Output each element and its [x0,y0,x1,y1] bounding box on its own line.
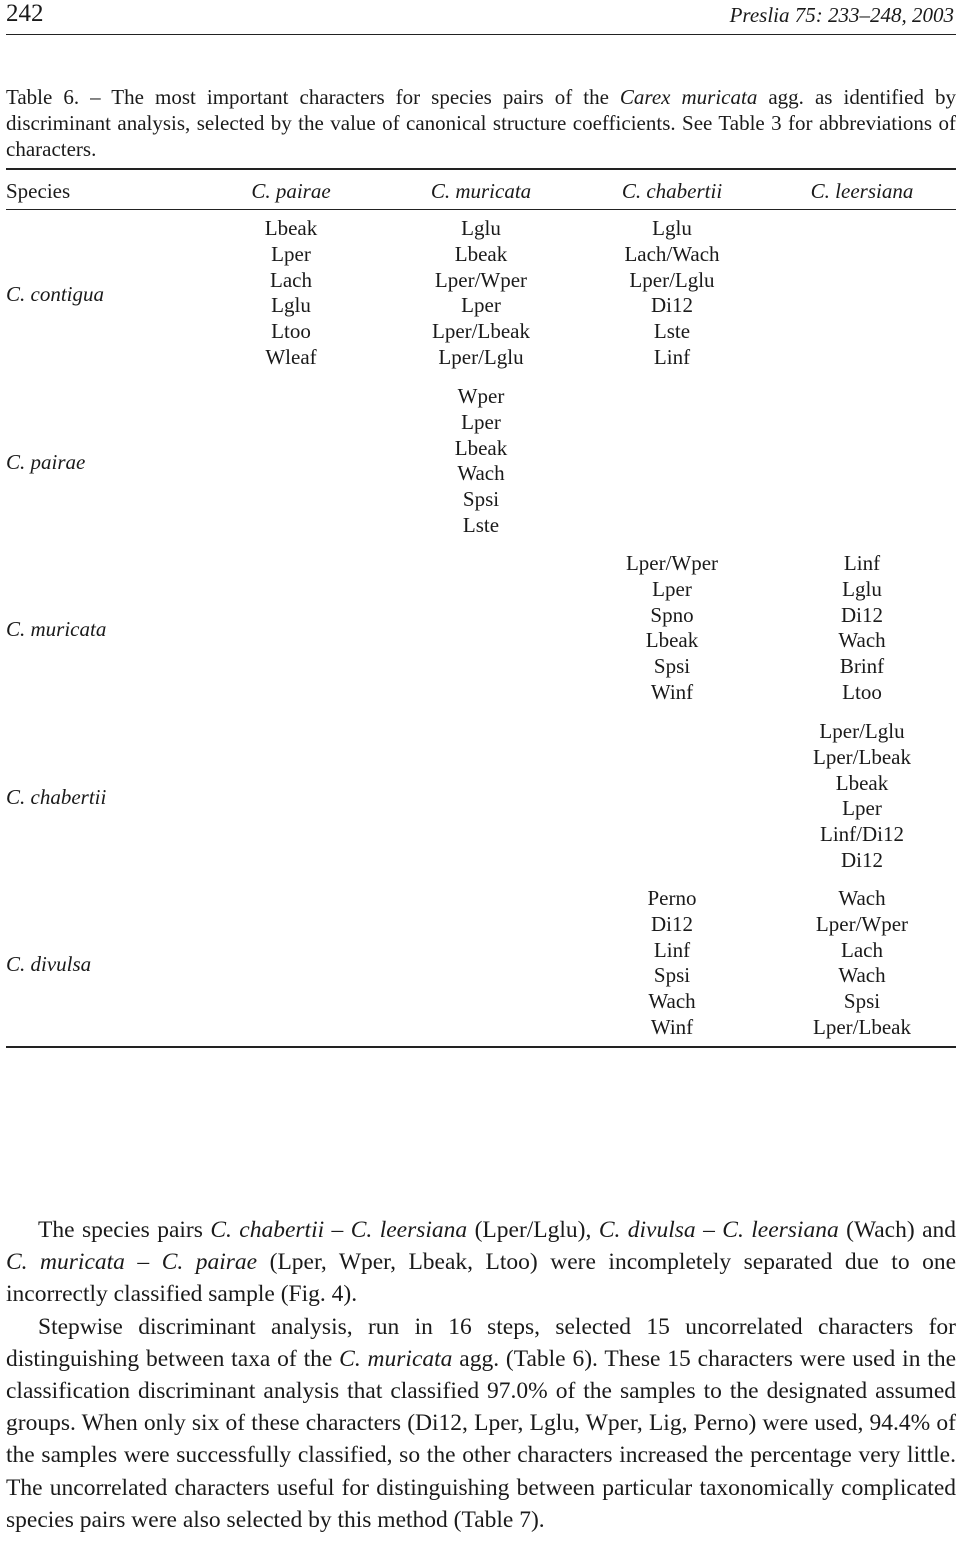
character-code: Ltoo [842,679,882,704]
table-cell [455,384,507,539]
character-code: Lper [271,241,311,266]
header-rule [6,34,956,35]
caption-text-end: agg. as identified by discriminant analysis, selected by the value of canonical structure coefficients. See Table 3 for abbreviations of characters. [6,85,956,161]
taxon-name: C. pairae [161,1249,258,1276]
caption-text-start: Table 6. – The most important characters for species pairs of the [6,85,620,109]
character-code: Lbeak [454,435,508,460]
character-code: Lper/Lbeak [813,744,911,769]
text-run: (Lper/Lglu), [467,1217,599,1243]
character-code: Lper/Wper [625,551,719,575]
text-run: – [324,1217,351,1243]
character-code: Lste [462,512,500,537]
character-code: Spsi [653,654,691,679]
table-cell [838,551,885,706]
table-cell [626,551,718,706]
character-code: Lste [653,319,691,344]
text-run: (Lper, Wper, Lbeak, Ltoo) were incompletely separated due to one incorrectly classified sample (Fig. 4). [6,1249,957,1308]
table-top-rule [6,168,956,170]
character-code: Lper/Wper [815,911,909,936]
taxon-name: C. divulsa [598,1217,696,1243]
text-run: (Wach) and [838,1217,957,1243]
character-code: Lglu [461,216,501,240]
character-code: Lper/Lbeak [813,1014,911,1039]
character-code: Di12 [841,602,883,627]
character-code: Spsi [462,487,500,512]
character-code: Wach [838,628,886,653]
character-code: Lper/Lglu [629,267,715,292]
character-code: Wper [457,384,505,408]
character-code: Wach [648,989,696,1014]
page-number: 242 [6,0,44,27]
character-code: Lach/Wach [624,241,720,266]
taxon-name: C. leersiana [722,1217,839,1243]
body-text [6,1214,956,1536]
character-code: Linf [653,937,691,962]
character-code: Lper/Lbeak [432,319,530,344]
row-label: C. divulsa [6,951,92,976]
text-run: The species pairs [38,1217,211,1243]
character-code: Lper/Wper [434,267,528,292]
character-code: Spsi [653,963,691,988]
character-code: Ltoo [271,319,311,344]
character-code: Lper [461,293,501,318]
character-code: Lbeak [645,628,699,653]
character-code: Linf/Di12 [819,822,904,847]
taxon-name: C. muricata [339,1345,453,1372]
text-run: – [695,1217,723,1243]
character-code: Wach [457,461,505,486]
character-code: Lper [461,409,501,434]
column-header-chabertii: C. chabertii [621,179,723,203]
row-label: C. chabertii [6,784,107,809]
running-head: Preslia 75: 233–248, 2003 [729,3,954,27]
character-code: Lper/Lglu [819,719,905,743]
text-run: agg. (Table 6). These 15 characters were used in the classification discriminant analysis that classified 97.0% of the samples to the designated assumed groups. When only six of these characters (Di12, Lper, Lglu, Wper, Lig, Perno) were used, 94.4% of the samples were successfully classified, so the other characters increased the percentage very little. The uncorrelated characters useful for distinguishing between particular taxonomically complicated species pairs were also selected by this method (Table 7). [6,1345,956,1533]
character-code: Perno [647,886,697,910]
taxon-name: C. chabertii [210,1217,325,1243]
row-label: C. contigua [6,281,104,306]
table-bottom-rule [6,1046,956,1048]
character-code: Wleaf [265,344,317,369]
paragraph-2 [6,1311,956,1536]
table-caption [6,84,956,162]
character-code: Wach [838,886,886,910]
table-header-rule [6,209,956,210]
character-code: Winf [650,1014,694,1039]
character-code: Lglu [271,293,311,318]
row-label: C. muricata [6,616,107,641]
character-code: Lbeak [264,216,318,240]
character-code: Di12 [651,911,693,936]
page-header [6,0,954,32]
character-code: Lbeak [835,770,889,795]
taxon-name: C. leersiana [350,1217,468,1243]
character-code: Lbeak [454,241,508,266]
column-header-species: Species [6,179,71,203]
character-code: Lglu [842,576,882,601]
character-code: Lper [652,576,692,601]
character-code: Lglu [652,216,692,240]
character-code: Di12 [651,293,693,318]
character-code: Spno [650,602,694,627]
character-code: Lper/Lglu [438,344,524,369]
table-cell [624,216,719,371]
row-label: C. pairae [6,449,86,474]
character-code: Linf [653,344,691,369]
character-code: Wach [838,963,886,988]
character-code: Lper [842,796,882,821]
character-code: Spsi [843,989,881,1014]
text-run: – [124,1249,162,1276]
character-code: Winf [650,679,694,704]
paragraph-1 [6,1214,956,1311]
character-code: Linf [843,551,881,575]
table-cell [265,216,317,371]
column-header-muricata: C. muricata [430,179,532,203]
character-code: Lach [841,937,883,962]
character-code: Brinf [839,654,885,679]
character-code: Lach [270,267,312,292]
table-cell [813,886,911,1041]
table-cell [813,719,911,874]
table-cell [648,886,697,1041]
table-cell [432,216,530,371]
caption-taxon: Carex muricata [619,85,758,109]
column-header-pairae: C. pairae [251,179,331,203]
character-code: Di12 [840,847,883,872]
text-run: Stepwise discriminant analysis, run in 16 steps, selected 15 uncorrelated characters for distinguishing between taxa of the [6,1313,956,1372]
column-header-leersiana: C. leersiana [810,179,914,203]
taxon-name: C. muricata [6,1249,125,1276]
